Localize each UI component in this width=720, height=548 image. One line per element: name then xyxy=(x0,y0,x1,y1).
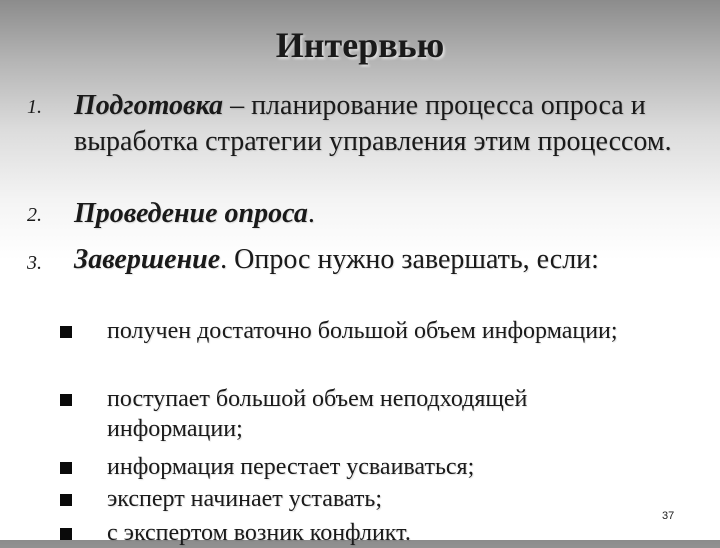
square-bullet-icon xyxy=(60,528,72,540)
square-bullet-icon xyxy=(60,394,72,406)
numbered-item-1 xyxy=(74,88,704,160)
bullet-item-2: поступает большой объем неподходящей информации; xyxy=(107,386,528,442)
item-number-3: 3. xyxy=(27,252,42,274)
numbered-item-2 xyxy=(74,196,704,232)
item-body-3: . Опрос нужно завершать, если: xyxy=(220,244,599,275)
square-bullet-icon xyxy=(60,494,72,506)
bullet-item-5: с экспертом возник конфликт. xyxy=(107,520,411,546)
bullet-item-1: получен достаточно большой объем информации; xyxy=(107,318,618,344)
item-body-1: – планирование процесса опроса и выработка стратегии управления этим процессом. xyxy=(74,90,672,157)
slide-title: Интервью xyxy=(275,25,445,65)
numbered-item-3 xyxy=(74,242,704,278)
item-term-2: Проведение опроса xyxy=(74,198,308,229)
square-bullet-icon xyxy=(60,462,72,474)
page-number: 37 xyxy=(662,510,675,522)
item-body-2: . xyxy=(307,198,315,229)
item-term-1: Подготовка xyxy=(74,90,224,121)
item-term-3: Завершение xyxy=(74,244,221,275)
bullet-item-3: информация перестает усваиваться; xyxy=(107,454,475,480)
item-number-1: 1. xyxy=(27,96,42,118)
square-bullet-icon xyxy=(60,326,72,338)
item-number-2: 2. xyxy=(27,204,42,226)
bullet-item-4: эксперт начинает уставать; xyxy=(107,486,383,512)
